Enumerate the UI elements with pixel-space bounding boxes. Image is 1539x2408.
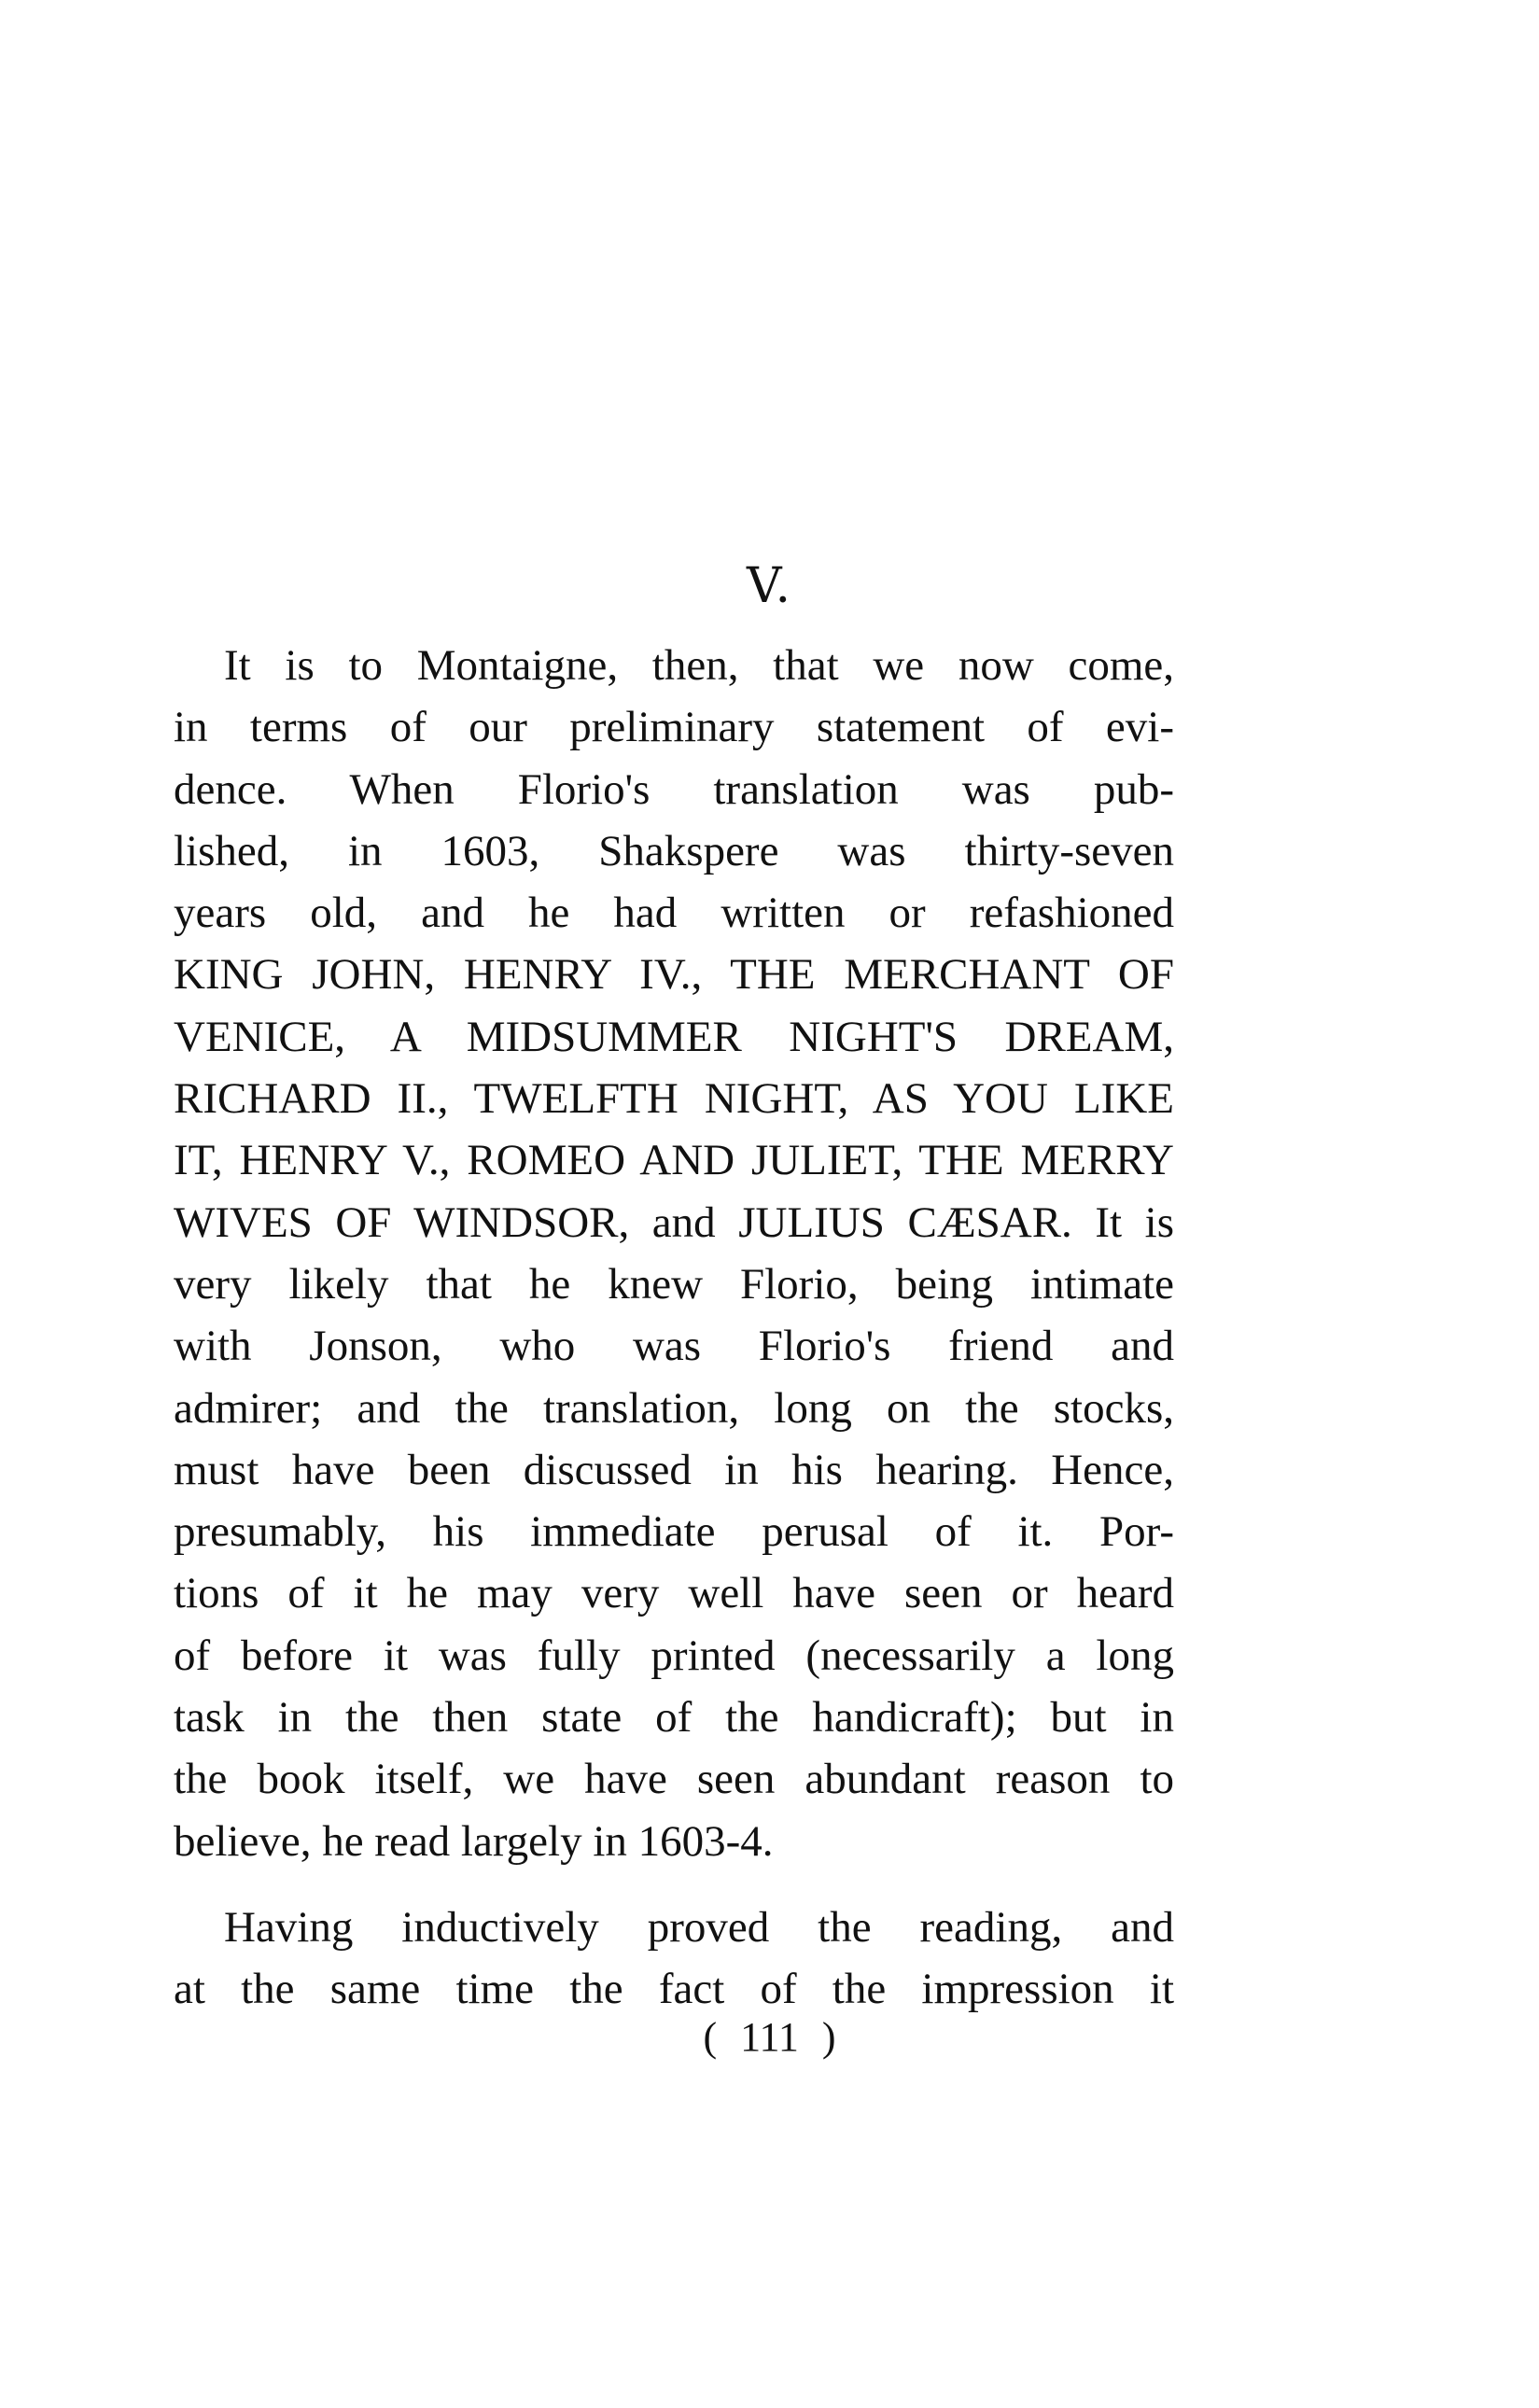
text-line: presumably, his immediate perusal of it. Por-	[174, 1507, 1174, 1557]
text-line: dence. When Florio's translation was pub-	[174, 764, 1174, 814]
paragraph-2	[174, 1897, 1174, 2021]
text-line: Having inductively proved the reading, and	[224, 1903, 1174, 1952]
text-line-small-caps: VENICE, A MIDSUMMER NIGHT'S DREAM,	[174, 1012, 1174, 1061]
text-line-small-caps: IT, HENRY V., ROMEO AND JULIET, THE MERRY	[174, 1136, 1174, 1185]
text-line: years old, and he had written or refashioned	[174, 889, 1174, 938]
text-line: at the same time the fact of the impression it	[174, 1965, 1174, 2014]
text-line: with Jonson, who was Florio's friend and	[174, 1322, 1174, 1371]
text-line: admirer; and the translation, long on the stocks,	[174, 1383, 1174, 1433]
text-line-small-caps: KING JOHN, HENRY IV., THE MERCHANT OF	[174, 950, 1174, 1000]
text-line: of before it was fully printed (necessarily a long	[174, 1631, 1174, 1680]
text-line: must have been discussed in his hearing. Hence,	[174, 1445, 1174, 1494]
text-line: tions of it he may very well have seen or heard	[174, 1569, 1174, 1618]
text-line: in terms of our preliminary statement of evi-	[174, 703, 1174, 752]
text-line-small-caps: WIVES OF WINDSOR, and JULIUS CÆSAR. It is	[174, 1197, 1174, 1247]
text-line: It is to Montaigne, then, that we now come,	[224, 641, 1174, 690]
text-line: believe, he read largely in 1603-4.	[174, 1816, 774, 1866]
paragraph-1	[174, 635, 1174, 1872]
text-line: task in the then state of the handicraft); but in	[174, 1693, 1174, 1743]
chapter-heading: V.	[747, 558, 792, 614]
text-line: very likely that he knew Florio, being intimate	[174, 1259, 1174, 1309]
text-line: the book itself, we have seen abundant reason to	[174, 1755, 1174, 1804]
text-line-small-caps: RICHARD II., TWELFTH NIGHT, AS YOU LIKE	[174, 1074, 1174, 1124]
text-line: lished, in 1603, Shakspere was thirty-seven	[174, 826, 1174, 875]
page-number: ( 111 )	[703, 2014, 836, 2060]
